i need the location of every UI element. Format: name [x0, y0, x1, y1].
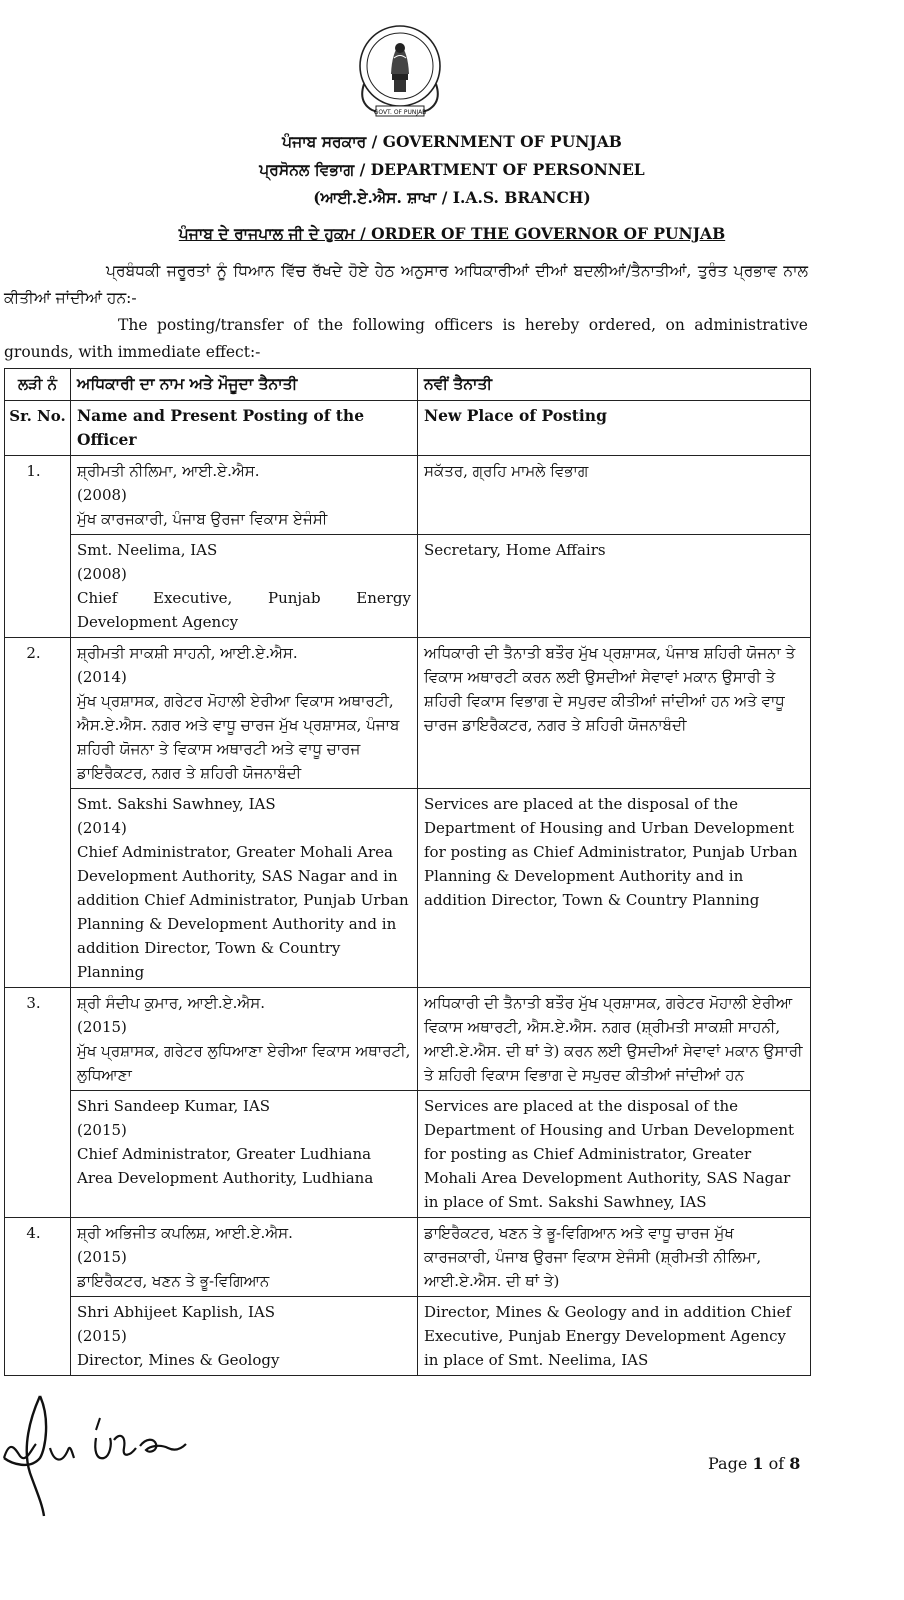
new-posting-english: Services are placed at the disposal of the Department of Housing and Urban Development for posting as Chief Administrator, Greater Mohali Area Development Authority, SAS Nagar in place of Smt. Sakshi Sawhney, IAS: [418, 1091, 811, 1218]
new-posting-english: Director, Mines & Geology and in addition Chief Executive, Punjab Energy Development Agency in place of Smt. Neelima, IAS: [418, 1297, 811, 1376]
officer-name-punjabi: ਸ਼੍ਰੀ ਅਭਿਜੀਤ ਕਪਲਿਸ਼, ਆਈ.ਏ.ਐਸ.: [77, 1224, 293, 1242]
header-posting-punjabi: ਨਵੀਂ ਤੈਨਾਤੀ: [418, 369, 811, 401]
table-row: [5, 638, 811, 789]
new-posting-english: Secretary, Home Affairs: [418, 535, 811, 638]
government-title: ਪੰਜਾਬ ਸਰਕਾਰ / GOVERNMENT OF PUNJAB: [282, 132, 622, 151]
header-officer-punjabi: ਅਧਿਕਾਰੀ ਦਾ ਨਾਮ ਅਤੇ ਮੌਜੂਦਾ ਤੈਨਾਤੀ: [71, 369, 418, 401]
table-header-row-english: [5, 401, 811, 456]
officer-cell-punjabi: [71, 1218, 418, 1297]
officer-name-english: Shri Sandeep Kumar, IAS: [77, 1097, 271, 1115]
handwritten-signature: [0, 1378, 210, 1518]
officer-batch: (2008): [77, 486, 127, 504]
header-sr-english: Sr. No.: [5, 401, 71, 456]
officer-name-punjabi: ਸ਼੍ਰੀ ਸੰਦੀਪ ਕੁਮਾਰ, ਆਈ.ਏ.ਐਸ.: [77, 994, 266, 1012]
officer-batch: (2015): [77, 1018, 127, 1036]
present-posting-english: Chief Executive, Punjab Energy Development Agency: [77, 589, 411, 631]
table-header-row-punjabi: [5, 369, 811, 401]
present-posting-punjabi: ਮੁੱਖ ਕਾਰਜਕਾਰੀ, ਪੰਜਾਬ ਉਰਜਾ ਵਿਕਾਸ ਏਜੰਸੀ: [77, 510, 328, 528]
row-serial: 3.: [5, 988, 71, 1218]
new-posting-punjabi: ਅਧਿਕਾਰੀ ਦੀ ਤੈਨਾਤੀ ਬਤੌਰ ਮੁੱਖ ਪ੍ਰਸ਼ਾਸਕ, ਪੰਜਾਬ ਸ਼ਹਿਰੀ ਯੋਜਨਾ ਤੇ ਵਿਕਾਸ ਅਥਾਰਟੀ ਕਰਨ ਲਈ ਉਸਦੀਆਂ ਸੇਵਾਵਾਂ ਮਕਾਨ ਉਸਾਰੀ ਤੇ ਸ਼ਹਿਰੀ ਵਿਕਾਸ ਵਿਭਾਗ ਦੇ ਸਪੁਰਦ ਕੀਤੀਆਂ ਜਾਂਦੀਆਂ ਹਨ ਅਤੇ ਵਾਧੂ ਚਾਰਜ ਡਾਇਰੈਕਟਰ, ਨਗਰ ਤੇ ਸ਼ਹਿਰੀ ਯੋਜਨਾਬੰਦੀ: [418, 638, 811, 789]
header-officer-english: Name and Present Posting of the Officer: [71, 401, 418, 456]
postings-table: [4, 368, 811, 1376]
officer-name-english: Smt. Neelima, IAS: [77, 541, 218, 559]
row-serial: 1.: [5, 456, 71, 638]
officer-cell-english: [71, 789, 418, 988]
present-posting-english: Chief Administrator, Greater Mohali Area Development Authority, SAS Nagar and in addition Chief Administrator, Punjab Urban Planning & Development Authority and in addition Director, Town & Country Planning: [77, 843, 409, 981]
branch-title: (ਆਈ.ਏ.ਐਸ. ਸ਼ਾਖਾ / I.A.S. BRANCH): [313, 188, 591, 207]
officer-cell-punjabi: [71, 988, 418, 1091]
officer-cell-punjabi: [71, 638, 418, 789]
table-row: [5, 988, 811, 1091]
state-emblem-logo: [354, 22, 446, 122]
new-posting-punjabi: ਅਧਿਕਾਰੀ ਦੀ ਤੈਨਾਤੀ ਬਤੌਰ ਮੁੱਖ ਪ੍ਰਸ਼ਾਸਕ, ਗਰੇਟਰ ਮੋਹਾਲੀ ਏਰੀਆ ਵਿਕਾਸ ਅਥਾਰਟੀ, ਐਸ.ਏ.ਐਸ. ਨਗਰ (ਸ਼੍ਰੀਮਤੀ ਸਾਕਸ਼ੀ ਸਾਹਨੀ, ਆਈ.ਏ.ਐਸ. ਦੀ ਥਾਂ ਤੇ) ਕਰਨ ਲਈ ਉਸਦੀਆਂ ਸੇਵਾਵਾਂ ਮਕਾਨ ਉਸਾਰੀ ਤੇ ਸ਼ਹਿਰੀ ਵਿਕਾਸ ਵਿਭਾਗ ਦੇ ਸਪੁਰਦ ਕੀਤੀਆਂ ਜਾਂਦੀਆਂ ਹਨ: [418, 988, 811, 1091]
intro-english: The posting/transfer of the following officers is hereby ordered, on administrative grounds, with immediate effect:-: [4, 316, 808, 361]
present-posting-punjabi: ਮੁੱਖ ਪ੍ਰਸ਼ਾਸਕ, ਗਰੇਟਰ ਲੁਧਿਆਣਾ ਏਰੀਆ ਵਿਕਾਸ ਅਥਾਰਟੀ, ਲੁਧਿਆਣਾ: [77, 1042, 411, 1084]
officer-name-punjabi: ਸ਼੍ਰੀਮਤੀ ਸਾਕਸ਼ੀ ਸਾਹਨੀ, ਆਈ.ਏ.ਐਸ.: [77, 644, 298, 662]
officer-cell-english: [71, 1091, 418, 1218]
officer-batch: (2015): [77, 1327, 127, 1345]
officer-batch: (2015): [77, 1121, 127, 1139]
table-row: [5, 1091, 811, 1218]
officer-batch: (2014): [77, 819, 127, 837]
present-posting-punjabi: ਮੁੱਖ ਪ੍ਰਸ਼ਾਸਕ, ਗਰੇਟਰ ਮੋਹਾਲੀ ਏਰੀਆ ਵਿਕਾਸ ਅਥਾਰਟੀ, ਐਸ.ਏ.ਐਸ. ਨਗਰ ਅਤੇ ਵਾਧੂ ਚਾਰਜ ਮੁੱਖ ਪ੍ਰਸ਼ਾਸਕ, ਪੰਜਾਬ ਸ਼ਹਿਰੀ ਯੋਜਨਾ ਤੇ ਵਿਕਾਸ ਅਥਾਰਟੀ ਅਤੇ ਵਾਧੂ ਚਾਰਜ ਡਾਇਰੈਕਟਰ, ਨਗਰ ਤੇ ਸ਼ਹਿਰੀ ਯੋਜਨਾਬੰਦੀ: [77, 692, 400, 782]
officer-cell-english: [71, 535, 418, 638]
officer-batch: (2015): [77, 1248, 127, 1266]
officer-batch: (2008): [77, 565, 127, 583]
new-posting-punjabi: ਡਾਇਰੈਕਟਰ, ਖਣਨ ਤੇ ਭੂ-ਵਿਗਿਆਨ ਅਤੇ ਵਾਧੂ ਚਾਰਜ ਮੁੱਖ ਕਾਰਜਕਾਰੀ, ਪੰਜਾਬ ਉਰਜਾ ਵਿਕਾਸ ਏਜੰਸੀ (ਸ਼੍ਰੀਮਤੀ ਨੀਲਿਮਾ, ਆਈ.ਏ.ਐਸ. ਦੀ ਥਾਂ ਤੇ): [418, 1218, 811, 1297]
table-row: [5, 789, 811, 988]
row-serial: 4.: [5, 1218, 71, 1376]
officer-name-english: Smt. Sakshi Sawhney, IAS: [77, 795, 276, 813]
present-posting-punjabi: ਡਾਇਰੈਕਟਰ, ਖਣਨ ਤੇ ਭੂ-ਵਿਗਿਆਨ: [77, 1272, 270, 1290]
department-title: ਪ੍ਰਸੋਨਲ ਵਿਭਾਗ / DEPARTMENT OF PERSONNEL: [259, 160, 645, 179]
new-posting-english: Services are placed at the disposal of the Department of Housing and Urban Development for posting as Chief Administrator, Punjab Urban Planning & Development Authority and in addition Director, Town & Country Planning: [418, 789, 811, 988]
officer-name-english: Shri Abhijeet Kaplish, IAS: [77, 1303, 276, 1321]
header-sr-punjabi: ਲੜੀ ਨੰ: [5, 369, 71, 401]
new-posting-punjabi: ਸਕੱਤਰ, ਗ੍ਰਹਿ ਮਾਮਲੇ ਵਿਭਾਗ: [418, 456, 811, 535]
officer-cell-punjabi: [71, 456, 418, 535]
page-number: Page 1 of 8: [708, 1454, 801, 1473]
present-posting-english: Chief Administrator, Greater Ludhiana Area Development Authority, Ludhiana: [77, 1145, 374, 1187]
table-row: [5, 1297, 811, 1376]
officer-cell-english: [71, 1297, 418, 1376]
row-serial: 2.: [5, 638, 71, 988]
intro-punjabi: ਪ੍ਰਬੰਧਕੀ ਜਰੂਰਤਾਂ ਨੂੰ ਧਿਆਨ ਵਿੱਚ ਰੱਖਦੇ ਹੋਏ ਹੇਠ ਅਨੁਸਾਰ ਅਧਿਕਾਰੀਆਂ ਦੀਆਂ ਬਦਲੀਆਂ/ਤੈਨਾਤੀਆਂ, ਤੁਰੰਤ ਪ੍ਰਭਾਵ ਨਾਲ ਕੀਤੀਆਂ ਜਾਂਦੀਆਂ ਹਨ:-: [4, 262, 808, 307]
table-row: [5, 535, 811, 638]
table-row: [5, 456, 811, 535]
officer-batch: (2014): [77, 668, 127, 686]
svg-text:GOVT. OF PUNJAB: GOVT. OF PUNJAB: [373, 109, 427, 116]
header-posting-english: New Place of Posting: [418, 401, 811, 456]
table-row: [5, 1218, 811, 1297]
officer-name-punjabi: ਸ਼੍ਰੀਮਤੀ ਨੀਲਿਮਾ, ਆਈ.ਏ.ਐਸ.: [77, 462, 260, 480]
order-title: ਪੰਜਾਬ ਦੇ ਰਾਜਪਾਲ ਜੀ ਦੇ ਹੁਕਮ / ORDER OF THE GOVERNOR OF PUNJAB: [178, 224, 726, 243]
present-posting-english: Director, Mines & Geology: [77, 1351, 280, 1369]
